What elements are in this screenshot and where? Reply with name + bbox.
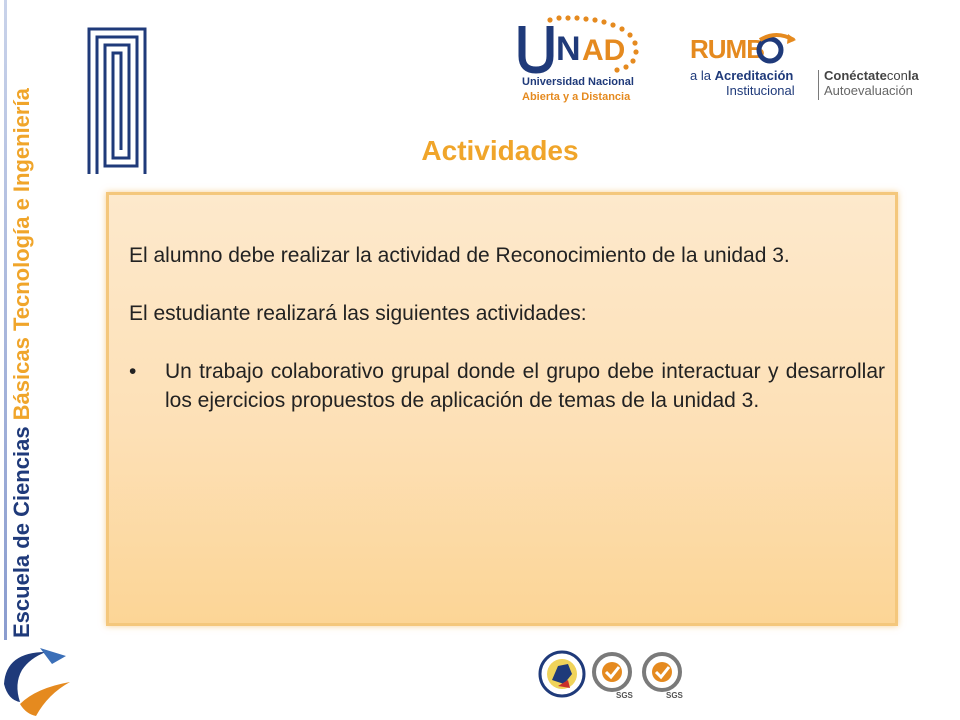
- sgs-label-1: SGS: [616, 691, 633, 700]
- rumbo-conectate-line: [824, 68, 919, 83]
- school-name-part1: Escuela de Ciencias: [9, 420, 34, 638]
- rumbo-swirl-icon: [754, 32, 798, 66]
- spiral-logo-icon: [86, 26, 148, 176]
- school-name-vertical: [8, 88, 36, 638]
- bullet-mark: •: [129, 360, 137, 383]
- rumbo-institucional: Institucional: [726, 83, 795, 98]
- svg-text:N: N: [556, 30, 581, 68]
- certification-seals: [538, 650, 688, 700]
- content-box: [106, 192, 898, 626]
- rumbo-con: con: [886, 68, 908, 83]
- paragraph-1: El alumno debe realizar la actividad de Reconocimiento de la unidad 3.: [129, 244, 790, 267]
- unad-line1: Universidad Nacional: [522, 76, 634, 88]
- sgs-label-2: SGS: [666, 691, 683, 700]
- rumbo-logo: [690, 34, 930, 104]
- unad-mark-icon: [514, 14, 646, 74]
- bullet-item: [129, 357, 885, 415]
- rumbo-autoevaluacion: Autoevaluación: [824, 83, 913, 98]
- sgs-seal-icon: [594, 654, 634, 700]
- rumbo-la: la: [907, 68, 919, 83]
- rumbo-conectate: Conéctate: [824, 68, 887, 83]
- paragraph-2: El estudiante realizará las siguientes actividades:: [129, 302, 587, 325]
- side-accent-line: [4, 0, 7, 640]
- unad-logo: [514, 14, 646, 110]
- rumbo-word: RUMB: [690, 34, 764, 64]
- content-text: [129, 241, 885, 415]
- rumbo-a-la: a la: [690, 68, 715, 83]
- rumbo-acreditacion-line: [690, 68, 793, 83]
- swoosh-logo-icon: [0, 644, 80, 720]
- rumbo-separator: [818, 70, 819, 100]
- sgs-seal-icon: [644, 654, 684, 700]
- rumbo-acreditacion: Acreditación: [714, 68, 794, 83]
- school-name-part2: Básicas Tecnología e Ingeniería: [9, 88, 34, 421]
- slide-title: Actividades: [421, 135, 579, 166]
- svg-text:AD: AD: [582, 34, 626, 67]
- bullet-text: Un trabajo colaborativo grupal donde el grupo debe interactuar y desarrollar los ejercicios propuestos de aplicación de temas de la unidad 3.: [165, 360, 885, 412]
- unad-line2: Abierta y a Distancia: [522, 91, 631, 103]
- colombia-seal-icon: [540, 652, 584, 696]
- side-band: [0, 0, 44, 640]
